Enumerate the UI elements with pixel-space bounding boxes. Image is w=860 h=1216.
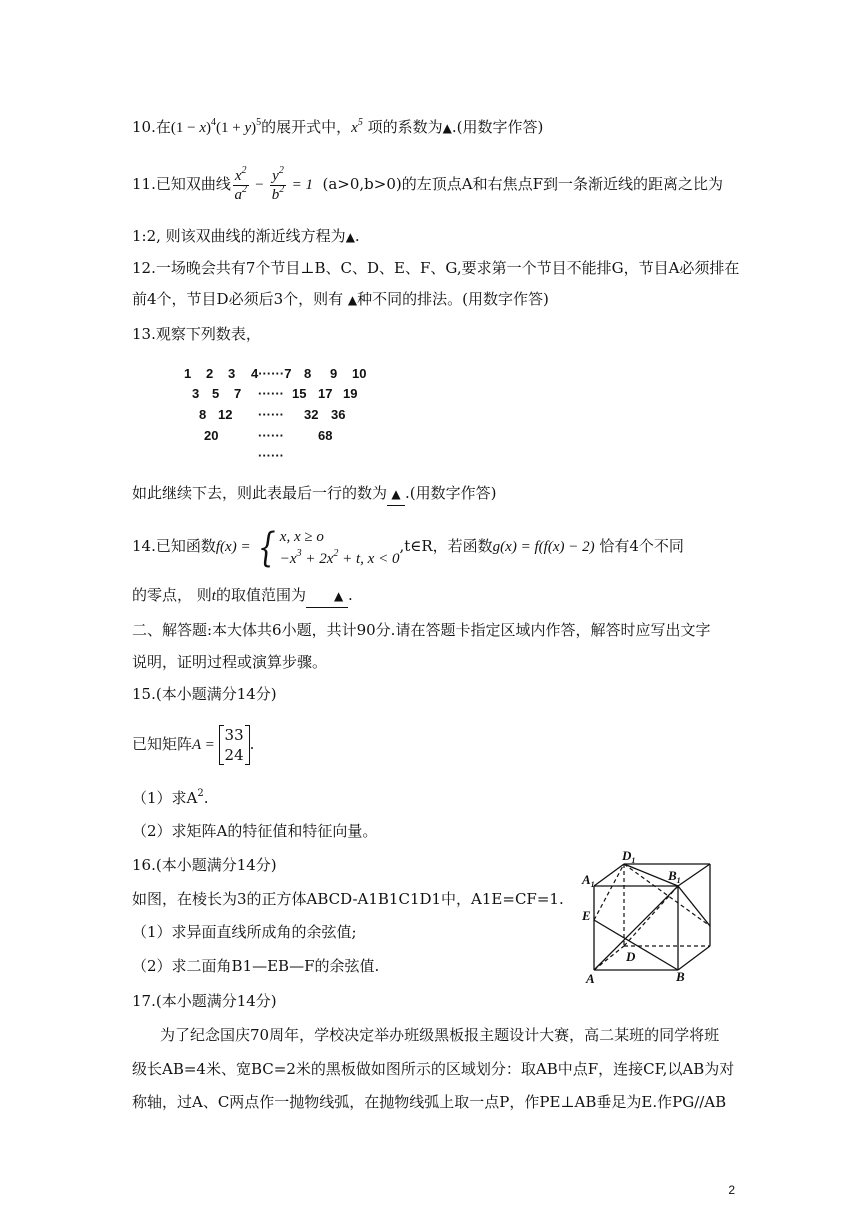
question-15-part2: （2）求矩阵A的特征值和特征向量。 [132,822,378,840]
array-cell: 12 [218,407,233,422]
question-17-line2: 级长AB=4米、宽BC=2米的黑板做如图所示的区域划分：取AB中点F，连接CF,以AB为对 [132,1060,735,1078]
label-e: E [582,908,591,923]
question-16-part2: （2）求二面角B1—EB—F的余弦值. [132,957,380,975]
array-cell: ······ [258,428,284,443]
blank-triangle-icon: ▲ [345,230,355,244]
label-b1: $B_1$ [668,868,681,885]
label-b: B [676,969,685,984]
question-12: 12.一场晚会共有7个节目⊥B、C、D、E、F、G,要求第一个节目不能排G，节目A必须排在 [132,259,740,277]
array-cell: 20 [204,428,219,443]
formula-composite: g(x) = f(f(x) − 2) [492,539,595,555]
formula-x5: $x^5$ [351,117,363,136]
question-15-matrix-line: 已知矩阵A = 33 24 . [132,726,255,764]
array-cell: 3 [192,386,200,401]
formula-binomial: $(1 - x)^4(1 + y)^5$ [170,117,262,136]
question-15-part1: （1）求$A^2$. [132,788,209,807]
blank-triangle-icon: ▲ [347,293,358,307]
blank-triangle-icon: ▲ [442,121,452,135]
array-cell: 32 [304,407,319,422]
array-cell: 1 [184,366,192,381]
array-cell: 7 [234,386,242,401]
array-cell: 68 [318,428,333,443]
formula-hyperbola: $\frac{x^2}{a^2}$ − $\frac{y^2}{b^2}$ = 1 [234,165,313,204]
array-cell: 15 [292,386,307,401]
label-a1: $A_1$ [582,872,595,889]
formula-piecewise: f(x) = { x, x ≥ o $-x^3 + 2x^2 + t$, x < 0 [215,524,400,571]
array-cell: 4······7 [251,366,292,381]
matrix-a: 33 24 [219,725,250,765]
array-cell: 8 [304,366,312,381]
question-10: 10.在$(1 - x)^4(1 + y)^5$的展开式中，$x^5$ 项的系数为▲.(用数字作答) [132,117,544,136]
array-cell: 19 [343,386,358,401]
label-a: A [586,971,595,986]
array-cell: ······ [258,386,284,401]
question-17-line3: 称轴，过A、C两点作一抛物线弧，在抛物线弧上取一点P，作PE⊥AB垂足为E.作PG//AB [132,1093,727,1111]
array-cell: 36 [331,407,346,422]
blank-triangle-icon: ▲ [333,589,344,603]
page-number: 2 [728,1183,735,1197]
array-cell: ······ [258,448,284,463]
question-13-title: 13.观察下列数表， [132,325,261,343]
section-2-heading: 二、解答题:本大体共6小题，共计90分.请在答题卡指定区域内作答，解答时应写出文字 [132,621,711,639]
question-16-part1: （1）求异面直线所成角的余弦值; [132,923,357,941]
question-11-line2: 1:2, 则该双曲线的渐近线方程为▲. [132,227,360,245]
array-cell: 8 [199,407,207,422]
question-14: 14.已知函数f(x) = { x, x ≥ o $-x^3 + 2x^2 + t$, x < 0 ,t∈R，若函数g(x) = f(f(x) − 2) 恰有4个不同 [132,524,684,571]
question-15-head: 15.(本小题满分14分) [132,685,277,703]
array-cell: 17 [318,386,333,401]
array-cell: 9 [330,366,338,381]
question-16-line1: 如图，在棱长为3的正方体ABCD-A1B1C1D1中，A1E=CF=1. [132,890,564,908]
question-11: 11.已知双曲线 $\frac{x^2}{a^2}$ − $\frac{y^2}{b^2}$ = 1 (a>0,b>0)的左顶点A和右焦点F到一条渐近线的距离之比为 [132,165,723,204]
question-17-line1: 为了纪念国庆70周年，学校决定举办班级黑板报主题设计大赛，高二某班的同学将班 [160,1026,720,1044]
question-17-head: 17.(本小题满分14分) [132,992,277,1010]
array-cell: 10 [352,366,367,381]
label-d1: $D_1$ [622,848,636,865]
label-d: D [626,949,636,964]
question-14-line2: 的零点， 则t的取值范围为 ▲ . [132,584,353,608]
array-cell: 2 [206,366,214,381]
array-cell: 5 [212,386,220,401]
question-16-head: 16.(本小题满分14分) [132,856,277,874]
section-2-line2: 说明，证明过程或演算步骤。 [132,653,328,671]
question-12-line2: 前4个，节目D必须后3个，则有 ▲种不同的排法。(用数字作答) [132,290,549,308]
array-cell: 3 [228,366,236,381]
array-cell: ······ [258,407,284,422]
blank-triangle-icon: ▲ [391,487,401,501]
cube-figure [580,848,730,986]
question-13-tail: 如此继续下去，则此表最后一行的数为 ▲ .(用数字作答) [132,482,497,506]
